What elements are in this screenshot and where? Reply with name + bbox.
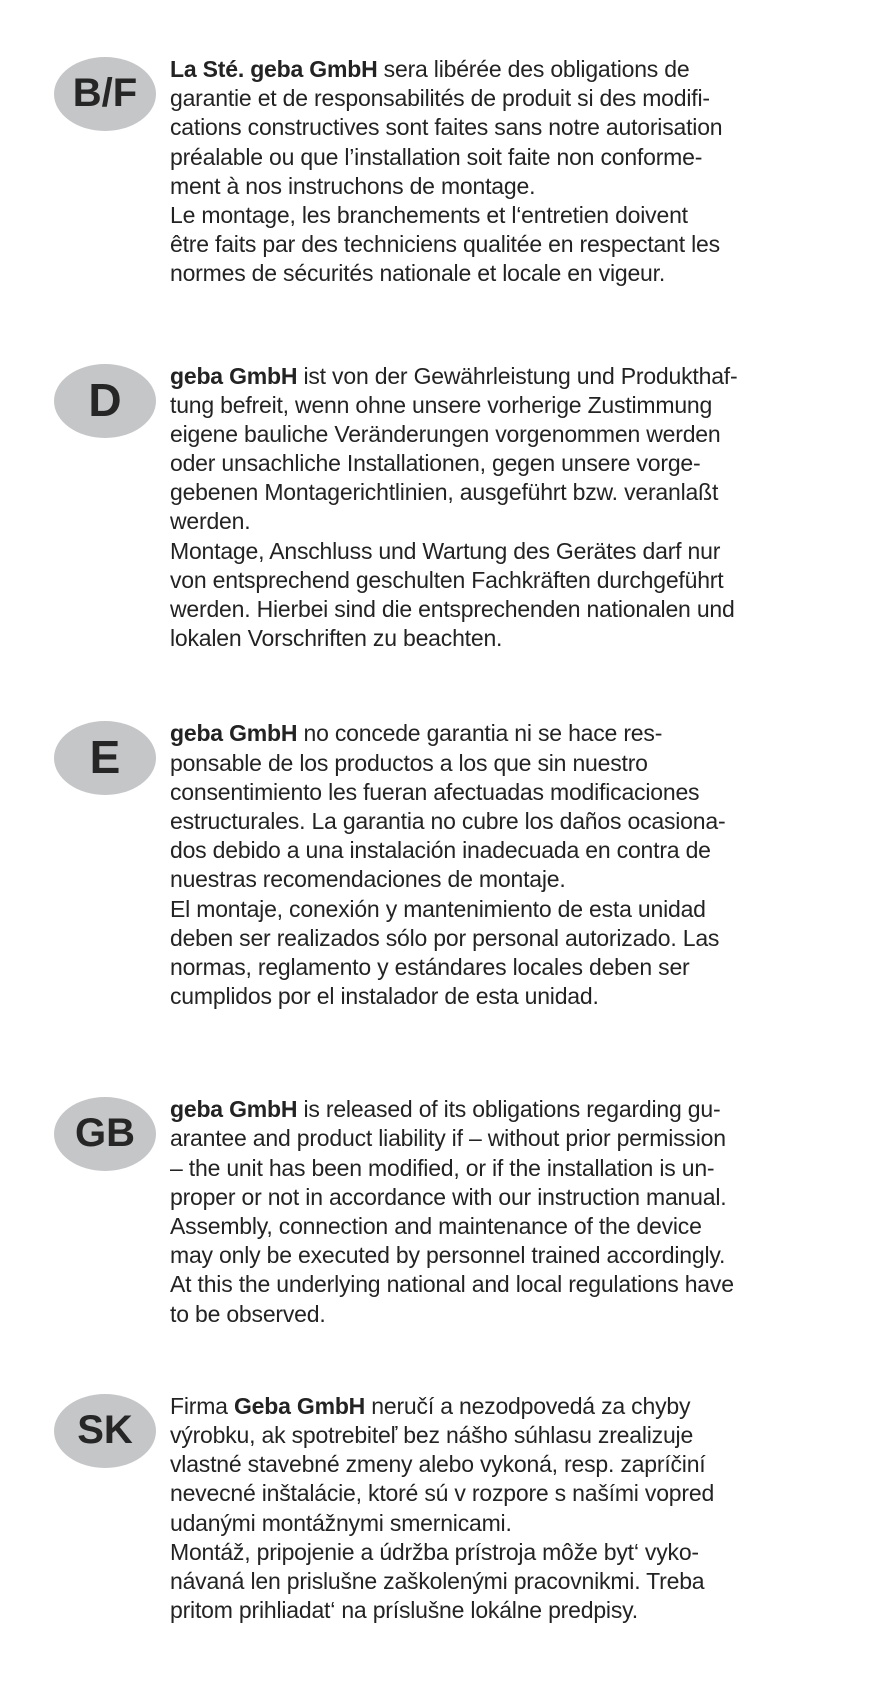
text-run: is released of its obligations regarding gu- <box>297 1096 721 1123</box>
language-code: SK <box>77 1407 133 1452</box>
text-run: eigene bauliche Veränderungen vorgenommen werden <box>170 420 721 447</box>
notice-text <box>170 719 725 1011</box>
text-line <box>170 1479 714 1508</box>
text-run: proper or not in accordance with our instruction manual. <box>170 1183 727 1210</box>
text-line <box>170 624 737 653</box>
text-run: deben ser realizados sólo por personal autorizado. Las <box>170 924 720 951</box>
text-run: normes de sécurités nationale et locale en vigeur. <box>170 260 666 287</box>
company-name-bold: Geba GmbH <box>233 1392 366 1419</box>
text-run: neručí a nezodpovedá za chyby <box>365 1392 691 1419</box>
text-run: cations constructives sont faites sans notre autorisation <box>170 114 723 141</box>
text-run: nevecné inštalácie, ktoré sú v rozpore s našími vopred <box>170 1480 715 1507</box>
text-line <box>170 895 725 924</box>
company-name-bold: La Sté. geba GmbH <box>170 56 378 82</box>
text-run: návaná len prislušne zaškolenými pracovnikmi. Treba <box>170 1567 705 1594</box>
text-run: Assembly, connection and maintenance of the device <box>170 1213 702 1239</box>
text-run: ment à nos instruchons de montage. <box>170 172 536 199</box>
text-run: may only be executed by personnel trained accordingly. <box>170 1242 726 1269</box>
language-badge <box>54 1394 156 1468</box>
language-code: GB <box>75 1111 135 1156</box>
text-run: tung befreit, wenn ohne unsere vorherige Zustimmung <box>170 391 713 418</box>
notice-section <box>0 1392 882 1626</box>
text-line <box>170 778 725 807</box>
text-run: garantie et de responsabilités de produit si des modifi- <box>170 85 710 112</box>
text-line <box>170 719 725 748</box>
language-code: B/F <box>72 71 138 115</box>
notice-section <box>0 1095 882 1329</box>
text-line <box>170 55 722 84</box>
text-run: Le montage, les branchements et l‘entretien doivent <box>170 201 688 228</box>
text-line <box>170 1270 734 1299</box>
text-run: lokalen Vorschriften zu beachten. <box>170 625 503 652</box>
text-run: – the unit has been modified, or if the installation is un- <box>170 1154 715 1181</box>
notice-section <box>0 362 882 654</box>
text-line <box>170 924 725 953</box>
text-run: sera libérée des obligations de <box>377 56 690 82</box>
text-line <box>170 1300 734 1329</box>
notice-text <box>170 55 722 289</box>
text-line <box>170 1421 714 1450</box>
text-line <box>170 391 737 420</box>
text-run: cumplidos por el instalador de esta unidad. <box>170 983 599 1010</box>
text-run: ponsable de los productos a los que sin nuestro <box>170 749 648 776</box>
text-run: normas, reglamento y estándares locales deben ser <box>170 953 690 980</box>
text-run: werden. Hierbei sind die entsprechenden nationalen und <box>170 596 735 622</box>
text-run: ist von der Gewährleistung und Produkthaf- <box>297 362 738 389</box>
text-line <box>170 259 722 288</box>
text-line <box>170 1183 734 1212</box>
text-line <box>170 595 737 624</box>
text-run: Montáž, pripojenie a údržba prístroja môže byt‘ vyko- <box>170 1538 699 1565</box>
text-run: oder unsachliche Installationen, gegen unsere vorge- <box>170 450 701 477</box>
notice-section <box>0 719 882 1011</box>
text-run: dos debido a una instalación inadecuada en contra de <box>170 837 711 864</box>
text-run: výrobku, ak spotrebiteľ bez nášho súhlasu zrealizuje <box>170 1421 694 1448</box>
text-line <box>170 1154 734 1183</box>
text-line <box>170 84 722 113</box>
company-name-bold: geba GmbH <box>170 720 298 747</box>
text-run: no concede garantia ni se hace res- <box>297 720 663 747</box>
text-line <box>170 143 722 172</box>
text-line <box>170 113 722 142</box>
text-line <box>170 172 722 201</box>
text-line <box>170 478 737 507</box>
text-line <box>170 537 737 566</box>
text-line <box>170 749 725 778</box>
notice-sections <box>0 55 882 1625</box>
text-run: préalable ou que l’installation soit faite non conforme- <box>170 143 703 170</box>
text-run: estructurales. La garantia no cubre los daños ocasiona- <box>170 807 726 834</box>
text-run: consentimiento les fueran afectuadas modificaciones <box>170 778 700 805</box>
text-line <box>170 1509 714 1538</box>
text-line <box>170 1124 734 1153</box>
text-run: von entsprechend geschulten Fachkräften durchgeführt <box>170 566 724 593</box>
text-line <box>170 1212 734 1241</box>
company-name-bold: geba GmbH <box>170 362 298 389</box>
text-line <box>170 836 725 865</box>
text-line <box>170 201 722 230</box>
text-run: nuestras recomendaciones de montaje. <box>170 866 566 893</box>
language-badge <box>54 721 156 795</box>
company-name-bold: geba GmbH <box>170 1096 298 1123</box>
text-line <box>170 807 725 836</box>
text-line <box>170 1095 734 1124</box>
text-line <box>170 362 737 391</box>
text-line <box>170 1450 714 1479</box>
text-run: Firma <box>170 1392 234 1419</box>
text-run: El montaje, conexión y mantenimiento de esta unidad <box>170 895 706 922</box>
text-run: vlastné stavebné zmeny alebo vykoná, resp. zapríčiní <box>170 1451 706 1478</box>
text-line <box>170 507 737 536</box>
text-run: At this the underlying national and local regulations have <box>170 1271 734 1298</box>
language-code: E <box>89 731 121 784</box>
text-run: udanými montážnymi smernicami. <box>170 1509 512 1536</box>
text-run: Montage, Anschluss und Wartung des Gerätes darf nur <box>170 537 721 564</box>
text-line <box>170 1538 714 1567</box>
text-line <box>170 230 722 259</box>
text-line <box>170 982 725 1011</box>
text-line <box>170 566 737 595</box>
text-run: werden. <box>170 508 251 535</box>
text-run: gebenen Montagerichtlinien, ausgeführt bzw. veranlaßt <box>170 479 719 506</box>
text-run: pritom prihliadat‘ na príslušne lokálne predpisy. <box>170 1597 638 1624</box>
language-badge <box>54 57 156 131</box>
text-line <box>170 449 737 478</box>
notice-text <box>170 1392 714 1626</box>
notice-section <box>0 55 882 289</box>
language-code: D <box>88 373 122 426</box>
text-line <box>170 953 725 982</box>
text-run: arantee and product liability if – without prior permission <box>170 1125 726 1152</box>
language-badge <box>54 1097 156 1171</box>
text-line <box>170 1567 714 1596</box>
language-badge <box>54 364 156 438</box>
notice-text <box>170 362 737 654</box>
text-line <box>170 1392 714 1421</box>
text-line <box>170 420 737 449</box>
text-line <box>170 1241 734 1270</box>
notice-text <box>170 1095 734 1329</box>
text-line <box>170 865 725 894</box>
text-run: être faits par des techniciens qualitée en respectant les <box>170 231 720 258</box>
text-line <box>170 1596 714 1625</box>
text-run: to be observed. <box>170 1300 326 1327</box>
